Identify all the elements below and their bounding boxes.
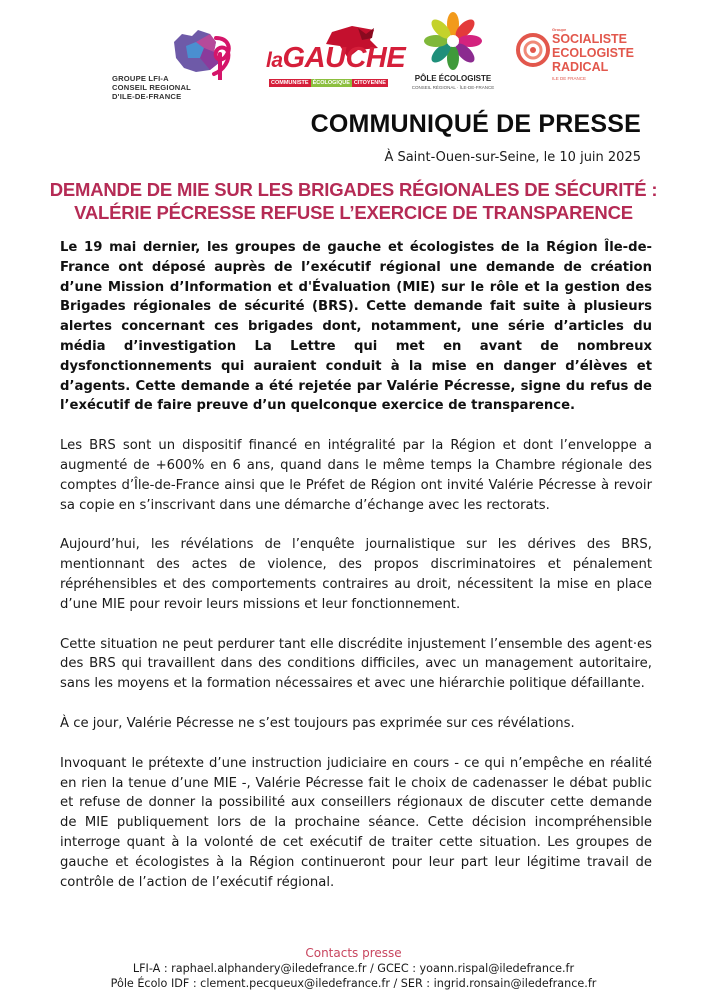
paragraph: Cette situation ne peut perdurer tant elle discrédite injustement l’ensemble des agent·es des BRS qui travaillent dans des conditions difficiles, avec un management autoritaire, sans les moyens et la formation nécessaires et avec une hiérarchie politique défaillante. xyxy=(60,636,652,692)
paragraph-intro: Le 19 mai dernier, les groupes de gauche et écologistes de la Région Île-de-France ont déposé auprès de l’exécutif régional une demande de création d’une Mission d’Information et d'Évaluation (MIE) sur le rôle et la gestion des Brigades régionales de sécurité (BRS). Cette demande fait suite à plusieurs alertes concernant ces brigades dont, notamment, une série d’articles du média d’investigation La Lettre qui met en avant de nombreux dysfonctionnements qui auraient conduit à la mise en danger d’élèves et d’agents. Cette demande a été rejetée par Valérie Pécresse, signe du refus de l’exécutif de faire preuve d’un quelconque exercice de transparence. xyxy=(60,240,652,414)
gauche-title: laGAUCHE xyxy=(266,42,406,74)
lfi-logo-line1: GROUPE LFI-A xyxy=(112,74,169,83)
flower-icon xyxy=(422,10,484,72)
press-body xyxy=(60,238,652,912)
ser-circle-icon xyxy=(516,28,550,72)
lfi-logo-line3: D'ILE-DE-FRANCE xyxy=(112,92,182,101)
idf-map-icon xyxy=(170,28,236,80)
paragraph: Les BRS sont un dispositif financé en intégralité par la Région et dont l’enveloppe a augmenté de +600% en 6 ans, quand dans le même temps la Chambre régionale des comptes d’Île-de-France ainsi que le Préfet de Région ont invité Valérie Pécresse à revoir sa copie en s’inscrivant dans une démarche d’échange avec les rectorats. xyxy=(60,438,652,513)
ser-line2: ECOLOGISTE xyxy=(552,46,634,60)
date-location: À Saint-Ouen-sur-Seine, le 10 juin 2025 xyxy=(384,150,641,165)
contacts-heading: Contacts presse xyxy=(305,946,402,960)
lfi-group-logo xyxy=(112,28,240,100)
ser-subtitle: ILE DE FRANCE xyxy=(552,76,587,81)
lfi-logo-line2: CONSEIL REGIONAL xyxy=(112,83,192,92)
ser-line3: RADICAL xyxy=(552,60,609,74)
headline xyxy=(0,178,707,224)
headline-line2: VALÉRIE PÉCRESSE REFUSE L’EXERCICE DE TRANSPARENCE xyxy=(74,202,633,223)
paragraph: Aujourd’hui, les révélations de l’enquête journalistique sur les dérives des BRS, mentionnant des actes de violence, des propos discriminatoires et pénalement répréhensibles et des comportements contraires au droit, nécessitent la mise en place d’une MIE pour revoir leurs missions et leur fonctionnement. xyxy=(60,537,652,612)
paragraph: À ce jour, Valérie Pécresse ne s’est toujours pas exprimée sur ces révélations. xyxy=(60,715,575,731)
ser-text: Groupe SOCIALISTE ECOLOGISTE RADICAL xyxy=(552,27,634,74)
logo-bar xyxy=(0,8,707,100)
pole-ecologiste-logo xyxy=(408,10,498,98)
pole-title: PÔLE ÉCOLOGISTE xyxy=(414,74,492,83)
la-gauche-logo xyxy=(262,24,406,98)
gauche-subtitle: COMMUNISTE ÉCOLOGIQUE CITOYENNE xyxy=(271,80,386,86)
press-contacts xyxy=(0,946,707,991)
pole-subtitle: CONSEIL RÉGIONAL · ÎLE-DE-FRANCE xyxy=(411,85,495,90)
contacts-line2[interactable]: Pôle Écolo IDF : clement.pecqueux@iledefrance.fr / SER : ingrid.ronsain@iledefrance.fr xyxy=(110,977,597,990)
headline-line1: DEMANDE DE MIE SUR LES BRIGADES RÉGIONALES DE SÉCURITÉ : xyxy=(49,179,658,200)
ser-group-logo xyxy=(516,24,634,90)
ser-line1: SOCIALISTE xyxy=(552,32,628,46)
press-release-title: COMMUNIQUÉ DE PRESSE xyxy=(310,110,641,138)
paragraph: Invoquant le prétexte d’une instruction judiciaire en cours - ce qui n’empêche en réalité en rien la tenue d’une MIE -, Valérie Pécresse fait le choix de cadenasser le débat public et refuse de donner la possibilité aux conseillers régionaux de discuter cette demande de MIE publiquement lors de la prochaine séance. Cette décision incompréhensible interroge quant à la volonté de cet exécutif de traiter cette situation. Les groupes de gauche et écologistes à la Région continueront pour leur part leur légitime travail de contrôle de l’action de l’exécutif régional. xyxy=(60,755,652,890)
contacts-line1[interactable]: LFI-A : raphael.alphandery@iledefrance.fr / GCEC : yoann.rispal@iledefrance.fr xyxy=(132,962,575,975)
